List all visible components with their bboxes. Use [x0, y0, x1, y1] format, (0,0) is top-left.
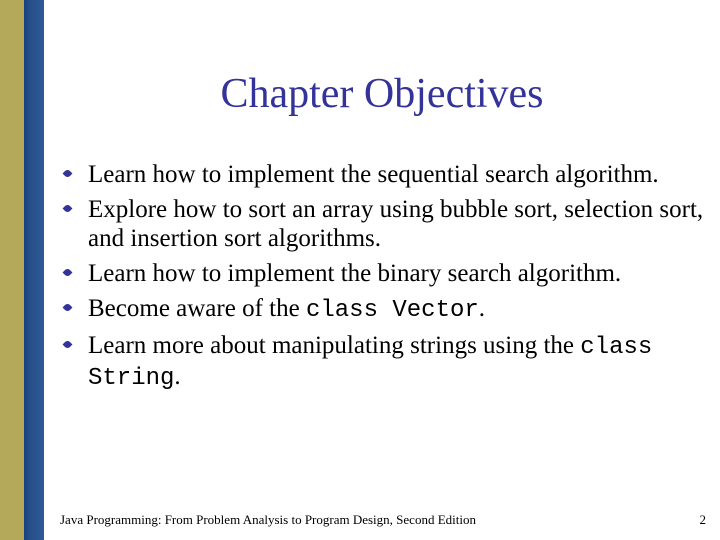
- bullet-text: Learn more about manipulating strings using the: [88, 332, 581, 359]
- bullet-text: Learn how to implement the binary search algorithm.: [88, 260, 622, 287]
- code-text: class String: [88, 334, 653, 392]
- bullet-text: Explore how to sort an array using bubble sort, selection sort, and insertion sort algorithms.: [88, 196, 704, 252]
- diamond-bullet-icon: [63, 268, 73, 278]
- bullet-item: [64, 259, 704, 288]
- slide-title: Chapter Objectives: [220, 71, 544, 117]
- bullet-text: Become aware of the: [88, 295, 306, 322]
- page-number: 2: [699, 512, 706, 527]
- bullet-item: [64, 195, 704, 253]
- diamond-bullet-icon: [63, 204, 73, 214]
- bullet-list: [64, 160, 704, 399]
- bullet-item: [64, 160, 704, 189]
- diamond-bullet-icon: [63, 340, 73, 350]
- diamond-bullet-icon: [63, 169, 73, 179]
- code-text: class Vector: [305, 297, 479, 324]
- slide-footer: Java Programming: From Problem Analysis to Program Design, Second Edition: [60, 512, 476, 527]
- bullet-text: .: [478, 295, 486, 322]
- sidebar-stripe: [0, 0, 44, 540]
- bullet-item: [64, 294, 704, 325]
- bullet-text: Learn how to implement the sequential search algorithm.: [88, 161, 659, 188]
- bullet-item: [64, 331, 704, 393]
- diamond-bullet-icon: [63, 303, 73, 313]
- bullet-text: .: [174, 363, 181, 390]
